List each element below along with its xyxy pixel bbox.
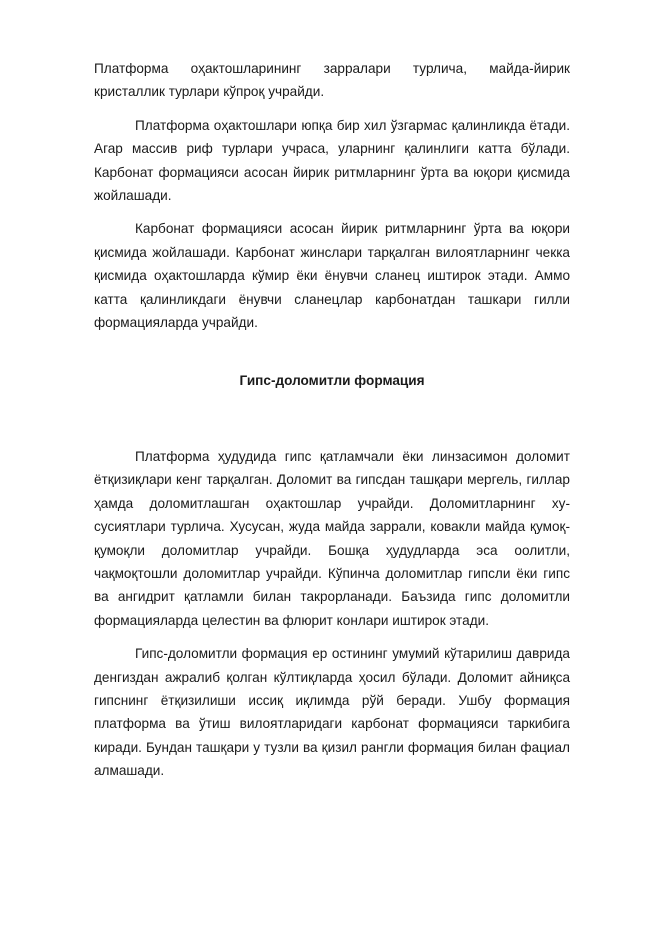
paragraph-5: Гипс-доломитли формация ер остининг умумий кўтарилиш даврида денгиздан ажралиб қолган кўлтиқларда ҳосил бўлади. Доломит айниқса гипснинг ётқизилиши иссиқ иқлимда рўй беради. Ушбу формация платформа ва ўтиш вилоятларидаги карбонат формацияси таркибига киради. Бундан ташқари у тузли ва қизил рангли формация билан фациал алмашади. — [94, 646, 570, 779]
section-heading: Гипс-доломитли формация — [239, 373, 425, 389]
paragraph-2: Платформа оҳактошлари юпқа бир хил ўзгармас қалинликда ётади. Агар массив риф турлари учраса, уларнинг қалинлиги катта бўлади. Карбонат формацияси асосан йирик ритмларнинг ўрта ва юқори қисмида жойлашади. — [94, 117, 570, 204]
document-page — [94, 57, 570, 783]
paragraph-3: Карбонат формацияси асосан йирик ритмларнинг ўрта ва юқори қисмида жойлашади. Карбонат жинслари тарқалган вилоятларнинг чекка қисмида оҳактошларда кўмир ёки ёнувчи сланец иштирок этади. Аммо катта қалинликдаги ёнувчи сланецлар карбонатдан ташкари гилли формацияларда учрайди. — [94, 221, 570, 331]
paragraph-1: Платформа оҳактошларининг зарралари турлича, майда-йирик кристаллик турлари кўпроқ учрайди. — [94, 61, 570, 100]
paragraph-4: Платформа ҳудудида гипс қатламчали ёки линзасимон доломит ётқизиқлари кенг тарқалган. Доломит ва гипсдан ташқари мергель, гиллар ҳамда доломитлашган оҳактошлар учрайди. Доломитларнинг ху-сусиятлари турлича. Хусусан, жуда майда заррали, ковакли майда қумоқ-қумоқли доломитлар учрайди. Бошқа ҳудудларда эса оолитли, чақмоқтошли доломитлар учрайди. Кўпинча доломитлар гипсли ёки гипс ва ангидрит қатламли билан такрорланади. Баъзида гипс доломитли формацияларда целестин ва флюрит конлари иштирок этади. — [94, 448, 570, 628]
